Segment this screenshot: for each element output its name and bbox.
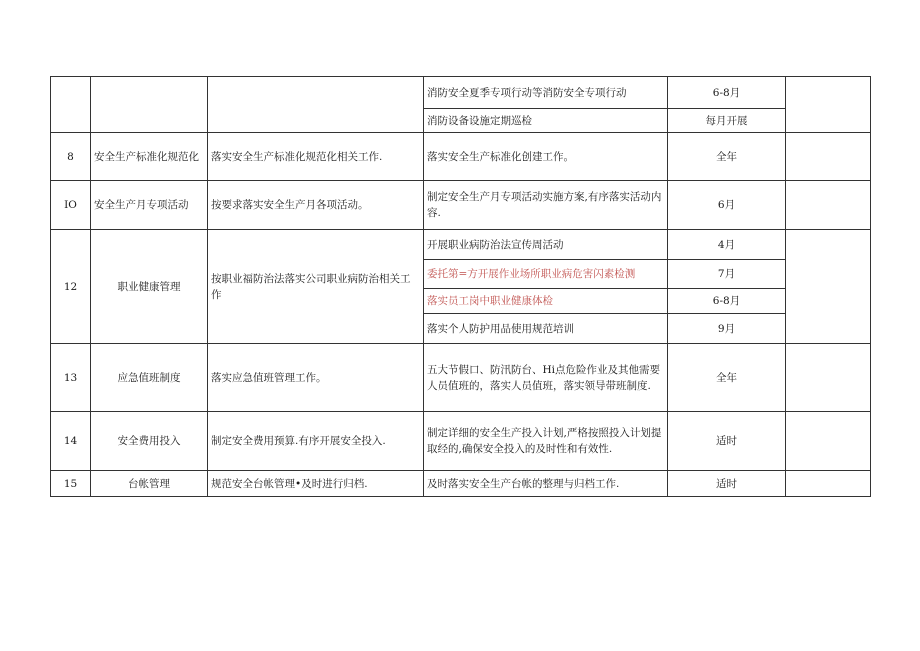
row-number [51,77,91,133]
table-row [51,133,871,181]
period-cell: 每月开展 [668,109,786,133]
period-cell: 6月 [668,181,786,230]
row-number: IO [51,181,91,230]
row-number: 13 [51,344,91,412]
table-row [51,412,871,471]
period-cell: 全年 [668,133,786,181]
task-cell-highlighted: 落实员工岗中职业健康体检 [424,289,668,314]
safety-work-plan-table [50,76,871,497]
work-item: 安全生产月专项活动 [91,181,208,230]
work-requirement: 按要求落实安全生产月各项活动。 [208,181,424,230]
period-cell: 4月 [668,230,786,260]
period-cell: 7月 [668,260,786,289]
work-item: 职业健康管理 [91,230,208,344]
period-cell: 9月 [668,314,786,344]
work-requirement: 规范安全台帐管理•及时进行归档. [208,471,424,497]
remark-cell [786,133,871,181]
work-requirement [208,77,424,133]
task-cell: 消防设备设施定期巡检 [424,109,668,133]
row-number: 12 [51,230,91,344]
period-cell: 6-8月 [668,289,786,314]
task-cell: 五大节假口、防汛防台、Hi点危险作业及其他需要人员值班的，落实人员值班，落实领导带班制度. [424,344,668,412]
period-cell: 适时 [668,471,786,497]
task-cell: 消防安全夏季专项行动等消防安全专项行动 [424,77,668,109]
remark-cell [786,181,871,230]
table-row [51,344,871,412]
task-cell: 开展职业病防治法宣传周活动 [424,230,668,260]
task-cell: 及时落实安全生产台帐的整理与归档工作. [424,471,668,497]
work-requirement: 落实应急值班管理工作。 [208,344,424,412]
work-requirement: 制定安全费用预算.有序开展安全投入. [208,412,424,471]
period-cell: 适时 [668,412,786,471]
work-item: 安全生产标准化规范化 [91,133,208,181]
table-row [51,230,871,260]
remark-cell [786,230,871,344]
remark-cell [786,412,871,471]
task-cell-highlighted: 委托第=方开展作业场所职业病危害闪素检测 [424,260,668,289]
task-cell: 落实个人防护用品使用规范培训 [424,314,668,344]
task-cell: 制定详细的安全生产投入计划,严格按照投入计划提取经的,确保安全投入的及时性和有效性. [424,412,668,471]
period-cell: 6-8月 [668,77,786,109]
table-row [51,77,871,109]
table-row [51,181,871,230]
work-item [91,77,208,133]
remark-cell [786,77,871,133]
row-number: 15 [51,471,91,497]
work-item: 台帐管理 [91,471,208,497]
table-row [51,471,871,497]
task-cell: 落实安全生产标准化创建工作。 [424,133,668,181]
task-cell: 制定安全生产月专项活动实施方案,有序落实活动内容. [424,181,668,230]
remark-cell [786,344,871,412]
work-requirement: 落实安全生产标准化规范化相关工作. [208,133,424,181]
remark-cell [786,471,871,497]
work-item: 应急值班制度 [91,344,208,412]
row-number: 8 [51,133,91,181]
work-item: 安全费用投入 [91,412,208,471]
row-number: 14 [51,412,91,471]
work-requirement: 按职业福防治法落实公司职业病防治相关工作 [208,230,424,344]
period-cell: 全年 [668,344,786,412]
